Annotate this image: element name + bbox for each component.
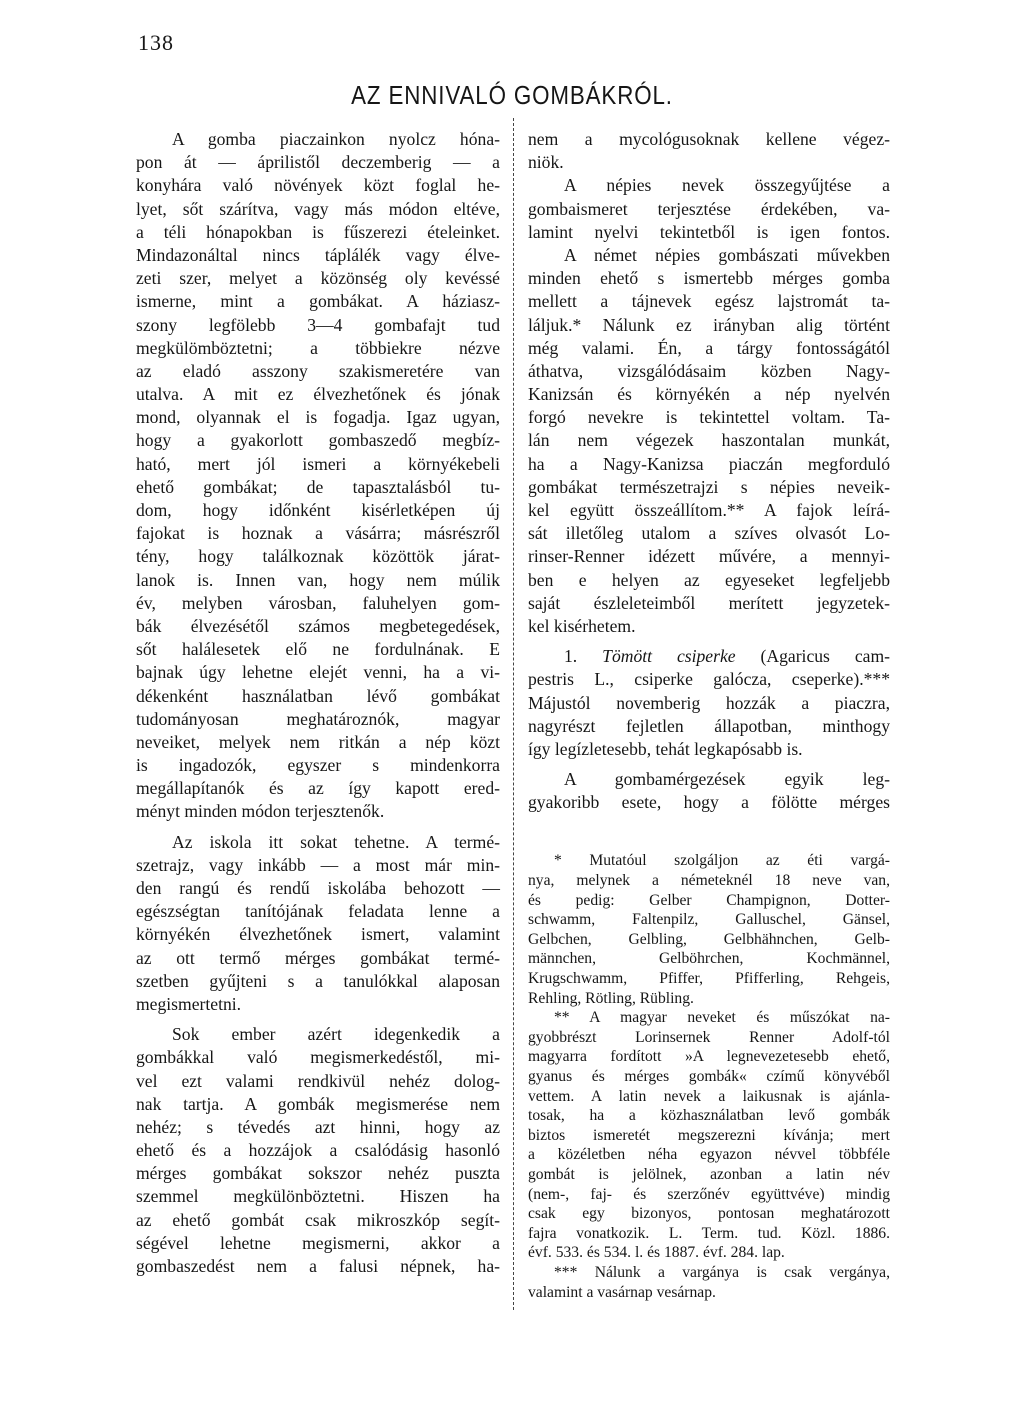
text-line: den rangú és rendű iskolába behozott — <box>136 878 500 898</box>
text-line: tény, hogy találkoznak közöttök járat- <box>136 546 500 567</box>
text-line: még valami. Én, a tárgy fontosságától <box>528 337 890 358</box>
text-line: a téli hónapokban is fűszerezi ételeinket. <box>136 221 500 242</box>
text-line: egészségtan tanítójának feladata lenne a <box>136 901 500 922</box>
text-line: A gombamérgezések egyik leg- <box>564 769 890 790</box>
text-line: minden ehető s ismertebb mérges gomba <box>528 268 890 289</box>
column-divider <box>513 118 515 1310</box>
text-line: ségével lehetne megismerni, akkor a <box>136 1232 500 1253</box>
text-line: gyakoribb esete, hogy a fölötte mérges <box>528 792 890 813</box>
text-line: nagyrészt fejletlen állapotban, minthogy <box>528 715 890 736</box>
text-line: ehető gombákat; de tapasztalásból tu- <box>136 476 500 497</box>
text-line: gombaismeret terjesztése érdekében, va- <box>528 198 890 219</box>
text-line: gombákat természetrajzi s népies neveik- <box>528 476 890 497</box>
footnote-line: Krugschwamm, Pfiffer, Pfifferling, Rehgeis, <box>528 970 890 987</box>
text-line: mérges gombákat sokszor nehéz puszta <box>136 1163 500 1184</box>
text-line: rinser-Renner idézett művére, a mennyi- <box>528 546 890 567</box>
footnote-line: ** A magyar neveket és műszókat na- <box>554 1009 890 1027</box>
text-line: pon át — áprilistől deczemberig — a <box>136 152 500 173</box>
text-line: megkülömböztetni; a többiekre nézve <box>136 337 500 358</box>
text-line: év, melyben városban, faluhelyen gom- <box>136 592 500 613</box>
text-line: vel ezt valami rendkivül nehéz dolog- <box>136 1070 500 1091</box>
text-line: zeti szer, melyet a közönség oly kevéssé <box>136 268 500 289</box>
footnote-line: vettem. A latin nevek a laikusnak is ajánla- <box>528 1087 890 1105</box>
right-column <box>528 128 890 1302</box>
text-line: szony legfölebb 3—4 gombafajt tud <box>136 314 500 335</box>
text-line: sát illetőleg utalom a szíves olvasót Lo- <box>528 523 890 544</box>
footnote-line: fajra vonatkozik. L. Term. tud. Közl. 1886. <box>528 1224 890 1242</box>
text-line: utalva. A mit ez élvezhetőnek és jónak <box>136 384 500 405</box>
species-number: 1. <box>564 646 578 667</box>
text-line: ben e helyen az egyeseket legfeljebb <box>528 569 890 590</box>
footnote-line: csak egy bizonyos, pontosan meghatározott <box>528 1205 890 1223</box>
text-line: Kanizsán és környékén a nép nyelvén <box>528 384 890 405</box>
text-line: láljuk.* Nálunk ez irányban alig történt <box>528 314 890 335</box>
footnote-line: *** Nálunk a vargánya is csak vergánya, <box>554 1263 890 1281</box>
text-line: Az iskola itt sokat tehetne. A termé- <box>172 831 500 852</box>
text-line: így legízletesebb, tehát legkapósabb is. <box>528 738 803 759</box>
text-line: az ott termő mérges gombákat termé- <box>136 947 500 968</box>
text-line: ismerne, mint a gombákat. A háziasz- <box>136 291 500 312</box>
footnote-line: * Mutatóul szolgáljon az éti vargá- <box>554 852 890 870</box>
species-entry <box>528 645 890 668</box>
footnote-line: männchen, Gelböhrchen, Kochmännel, <box>528 950 890 968</box>
footnote-line: Gelbchen, Gelbling, Gelbhähnchen, Gelb- <box>528 930 890 948</box>
text-line: szetrajz, vagy inkább — a most már min- <box>136 854 500 875</box>
text-line: dom, hogy időnként kisérletképen új <box>136 500 500 520</box>
text-line: hogy a gyakorlott gombaszedő megbíz- <box>136 430 500 451</box>
text-line: lyet, sőt szárítva, vagy más módon eltéve, <box>136 198 500 219</box>
footnote-line: valamint a vasárnap vesárnap. <box>528 1283 716 1301</box>
text-line: niök. <box>528 152 564 173</box>
text-line: az eladó asszony szakismeretére van <box>136 360 500 381</box>
text-line: saját észleleteimből merített jegyzetek- <box>528 592 890 613</box>
footnote-line: a közéletben néha egyazon névvel többféle <box>528 1146 890 1164</box>
footnote-line: Rehling, Rötling, Rübling. <box>528 989 694 1007</box>
footnote-gap <box>528 814 890 851</box>
text-line: megismertetni. <box>136 993 242 1014</box>
left-column <box>136 128 500 1278</box>
footnote-line: schwamm, Faltenpilz, Galluschel, Gänsel, <box>528 911 890 929</box>
text-line: nehéz; s tévedés azt hinni, hogy az <box>136 1116 500 1137</box>
text-line: A népies nevek összegyűjtése a <box>564 175 890 196</box>
page-title: AZ ENNIVALÓ GOMBÁKRÓL. <box>351 80 673 110</box>
text-line: Májustól novemberig hozzák a piaczra, <box>528 692 890 713</box>
footnote-line: (nem-, faj- és szerzőnév együttvéve) mindig <box>528 1185 890 1203</box>
text-line: gombaszedést nem a falusi népnek, ha- <box>136 1256 500 1276</box>
paragraph-gap <box>136 824 500 831</box>
paragraph-gap <box>528 638 890 645</box>
text-line: tudományosan meghatároznók, magyar <box>136 708 500 729</box>
footnote-line: gyobbrészt Lorinsernek Renner Adolf-tól <box>528 1028 890 1046</box>
text-line: nem a mycológusoknak kellene végez- <box>528 129 890 149</box>
text-line: gombákkal való megismerkedéstől, mi- <box>136 1047 500 1068</box>
footnote-line: évf. 533. és 534. l. és 1887. évf. 284. lap. <box>528 1244 785 1262</box>
text-line: lamint nyelvi tekintetből is igen fontos. <box>528 221 890 242</box>
species-latin: (Agaricus cam- <box>760 646 891 667</box>
text-line: lanok is. Innen van, hogy nem múlik <box>136 569 500 590</box>
text-line: kel kisérhetem. <box>528 615 636 636</box>
text-line: fajokat is hoznak a vásárra; másrészről <box>136 523 500 544</box>
text-line: mellett a tájnevek egész lajstromát ta- <box>528 291 890 312</box>
footnotes <box>528 851 890 1302</box>
text-line: ha a Nagy-Kanizsa piaczán megforduló <box>528 453 890 474</box>
text-line: az ehető gombát csak mikroszkóp segít- <box>136 1209 500 1230</box>
footnote-line: magyarra fordított »A legnevezetesebb ehető, <box>528 1048 890 1066</box>
text-line: ható, mert jól ismeri a környékebeli <box>136 453 500 474</box>
text-line: is ingadozók, egyszer s mindenkorra <box>136 755 500 776</box>
text-line: nak tartja. A gombák megismerése nem <box>136 1093 500 1114</box>
text-line: forgó nevekre is tekintettel voltam. Ta- <box>528 407 890 428</box>
text-line: dékenként használatban lévő gombákat <box>136 685 500 706</box>
text-line: neveiket, melyek nem ritkán a nép közt <box>136 731 500 752</box>
text-line: sőt halálesetek elő ne fordulnának. E <box>136 639 500 660</box>
text-line: ményt minden módon terjesztenők. <box>136 801 385 822</box>
text-line: áthatva, vizsgálódásaim közben Nagy- <box>528 360 890 381</box>
text-line: A gomba piaczainkon nyolcz hóna- <box>172 129 500 149</box>
right-column-body <box>528 128 890 814</box>
text-line: kel együtt összeállítom.** A fajok leírá- <box>528 500 890 520</box>
footnote-line: és pedig: Gelber Champignon, Dotter- <box>528 891 890 909</box>
text-line: Sok ember azért idegenkedik a <box>172 1024 500 1045</box>
text-line: konyhára való növények közt foglal he- <box>136 175 500 196</box>
text-line: A német népies gombászati művekben <box>564 244 890 265</box>
text-line: pestris L., csiperke galócza, cseperke).*** <box>528 669 890 690</box>
text-line: bák élvezésétől számos megbetegedések, <box>136 615 500 636</box>
text-line: megállapítanók és az így kapott ered- <box>136 778 500 799</box>
paragraph-gap <box>528 761 890 768</box>
text-line: Mindazonáltal nincs táplálék vagy élve- <box>136 244 500 265</box>
text-line: lán nem végezek haszontalan munkát, <box>528 430 890 451</box>
paragraph-gap <box>136 1016 500 1023</box>
footnote-line: nya, melynek a németeknél 18 neve van, <box>528 872 890 890</box>
text-line: bajnak úgy lehetne elejét venni, ha a vi- <box>136 662 500 683</box>
page-number: 138 <box>138 30 174 55</box>
text-line: ehető és a hozzájok a csalódásig hasonló <box>136 1140 500 1161</box>
footnote-line: biztos ismeretét megszerezni kívánja; mert <box>528 1126 890 1144</box>
text-line: szetben gyűjteni s a tanulókkal alaposan <box>136 970 500 991</box>
text-line: mond, olyannak el is fogadja. Igaz ugyan, <box>136 407 500 428</box>
footnote-line: gombát is jelölnek, azonban a latin név <box>528 1165 890 1183</box>
text-line: környékén élvezhetőnek ismert, valamint <box>136 924 500 945</box>
footnote-line: tosak, ha a közhasználatban levő gombák <box>528 1107 890 1125</box>
text-line: szemmel megkülönböztetni. Hiszen ha <box>136 1186 500 1207</box>
species-name: Tömött csiperke <box>602 646 736 667</box>
footnote-line: gyanus és mérges gombák« czímű könyvéből <box>528 1067 890 1085</box>
